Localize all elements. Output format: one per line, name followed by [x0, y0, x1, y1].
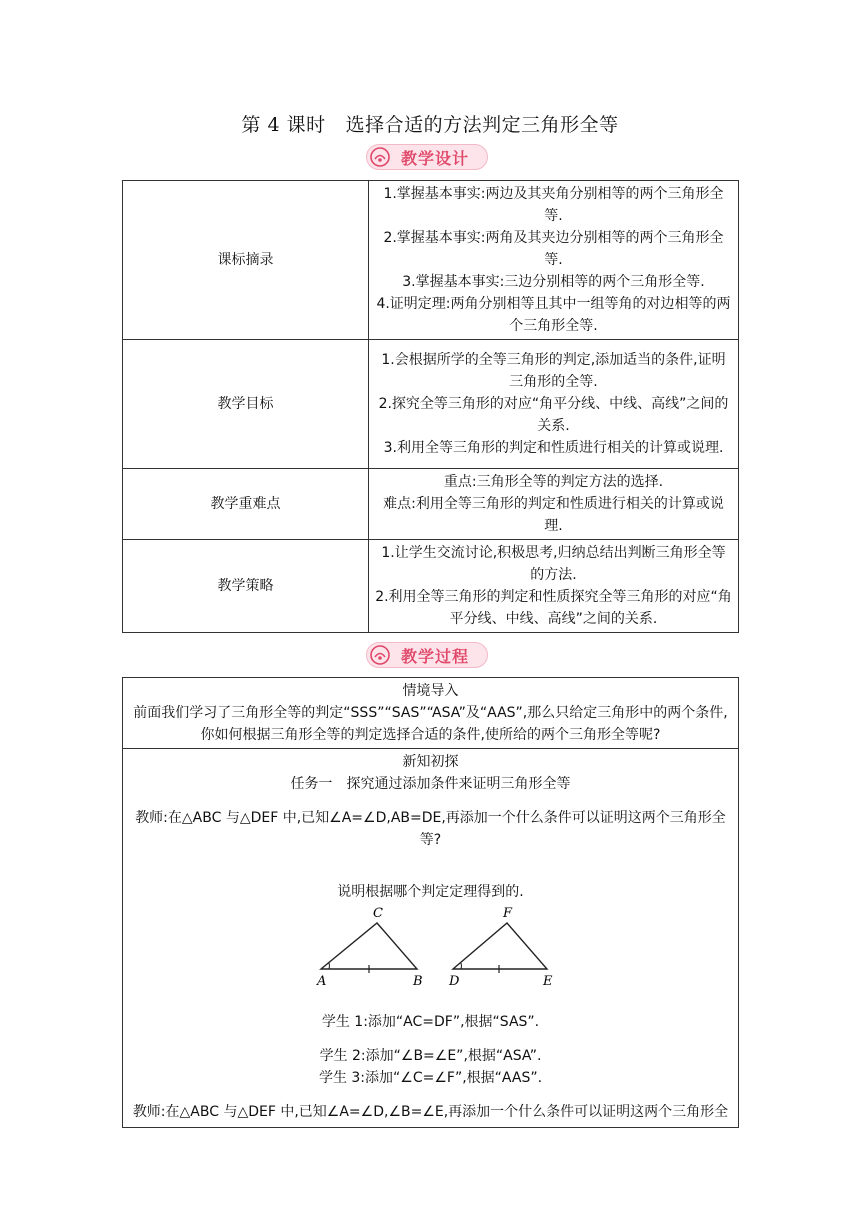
- process-table: [122, 677, 739, 1128]
- content-line: 4.证明定理:两角分别相等且其中一组等角的对边相等的两个三角形全等.: [376, 296, 731, 334]
- intro-cell: [123, 678, 739, 749]
- row-label: 教学重难点: [123, 469, 369, 540]
- content-line: 1.让学生交流讨论,积极思考,归纳总结出判断三角形全等的方法.: [381, 545, 726, 583]
- content-line: 1.掌握基本事实:两边及其夹角分别相等的两个三角形全等.: [383, 186, 724, 224]
- row-content: [369, 469, 739, 540]
- content-line: 2.掌握基本事实:两角及其夹边分别相等的两个三角形全等.: [383, 230, 724, 268]
- section-badge-design: [366, 144, 488, 170]
- intro-heading: 情境导入: [402, 683, 459, 699]
- vertex-label: B: [413, 974, 423, 989]
- table-row: [123, 181, 739, 340]
- teacher-question: 教师:在△ABC 与△DEF 中,已知∠A=∠D,∠B=∠E,再添加一个什么条件可以证明这两个三角形全: [132, 1104, 729, 1120]
- design-table: [122, 180, 739, 633]
- explain-text: 说明根据哪个判定定理得到的.: [337, 884, 524, 900]
- content-line: 1.会根据所学的全等三角形的判定,添加适当的条件,证明三角形的全等.: [381, 352, 726, 390]
- content-line: 3.利用全等三角形的判定和性质进行相关的计算或说理.: [383, 440, 724, 456]
- vertex-label: C: [373, 906, 383, 921]
- student-answer: 学生 3:添加“∠C=∠F”,根据“AAS”.: [318, 1070, 543, 1086]
- hand-icon: [367, 642, 393, 668]
- content-line: 2.探究全等三角形的对应“角平分线、中线、高线”之间的关系.: [378, 396, 729, 434]
- new-knowledge-cell: [123, 749, 739, 1128]
- badge-label: 教学设计: [401, 148, 470, 168]
- table-row: [123, 678, 739, 749]
- teacher-question: 教师:在△ABC 与△DEF 中,已知∠A=∠D,AB=DE,再添加一个什么条件可以证明这两个三角形全等?: [135, 810, 726, 848]
- row-content: [369, 181, 739, 340]
- row-label: 教学目标: [123, 340, 369, 469]
- row-label: 教学策略: [123, 540, 369, 633]
- lesson-title: 选择合适的方法判定三角形全等: [345, 114, 619, 136]
- congruent-triangles-diagram: [307, 903, 567, 1011]
- new-heading: 新知初探: [402, 754, 459, 770]
- content-line: 重点:三角形全等的判定方法的选择.: [443, 474, 664, 490]
- content-line: 2.利用全等三角形的判定和性质探究全等三角形的对应“角平分线、中线、高线”之间的关系.: [375, 589, 732, 627]
- table-row: [123, 340, 739, 469]
- hand-icon: [367, 144, 393, 170]
- triangle-figure: [129, 903, 732, 1011]
- row-label: 课标摘录: [123, 181, 369, 340]
- badge-label: 教学过程: [401, 646, 470, 666]
- page-title: [0, 110, 860, 137]
- table-row: [123, 469, 739, 540]
- table-row: [123, 749, 739, 1128]
- row-content: [369, 340, 739, 469]
- vertex-label: F: [503, 906, 513, 921]
- section-badge-process: [366, 642, 488, 668]
- row-content: [369, 540, 739, 633]
- content-line: 3.掌握基本事实:三边分别相等的两个三角形全等.: [402, 274, 705, 290]
- vertex-label: A: [317, 974, 327, 989]
- task-title: 任务一 探究通过添加条件来证明三角形全等: [290, 776, 571, 792]
- vertex-label: E: [543, 974, 553, 989]
- intro-text: 前面我们学习了三角形全等的判定“SSS”“SAS”“ASA”及“AAS”,那么只给定三角形中的两个条件,你如何根据三角形全等的判定选择合适的条件,使所给的两个三角形全等呢?: [133, 705, 728, 743]
- student-answer: 学生 1:添加“AC=DF”,根据“SAS”.: [321, 1014, 540, 1030]
- content-line: 难点:利用全等三角形的判定和性质进行相关的计算或说理.: [383, 496, 724, 534]
- student-answer: 学生 2:添加“∠B=∠E”,根据“ASA”.: [319, 1048, 542, 1064]
- table-row: [123, 540, 739, 633]
- lesson-number: 第 4 课时: [241, 114, 326, 136]
- vertex-label: D: [449, 974, 460, 989]
